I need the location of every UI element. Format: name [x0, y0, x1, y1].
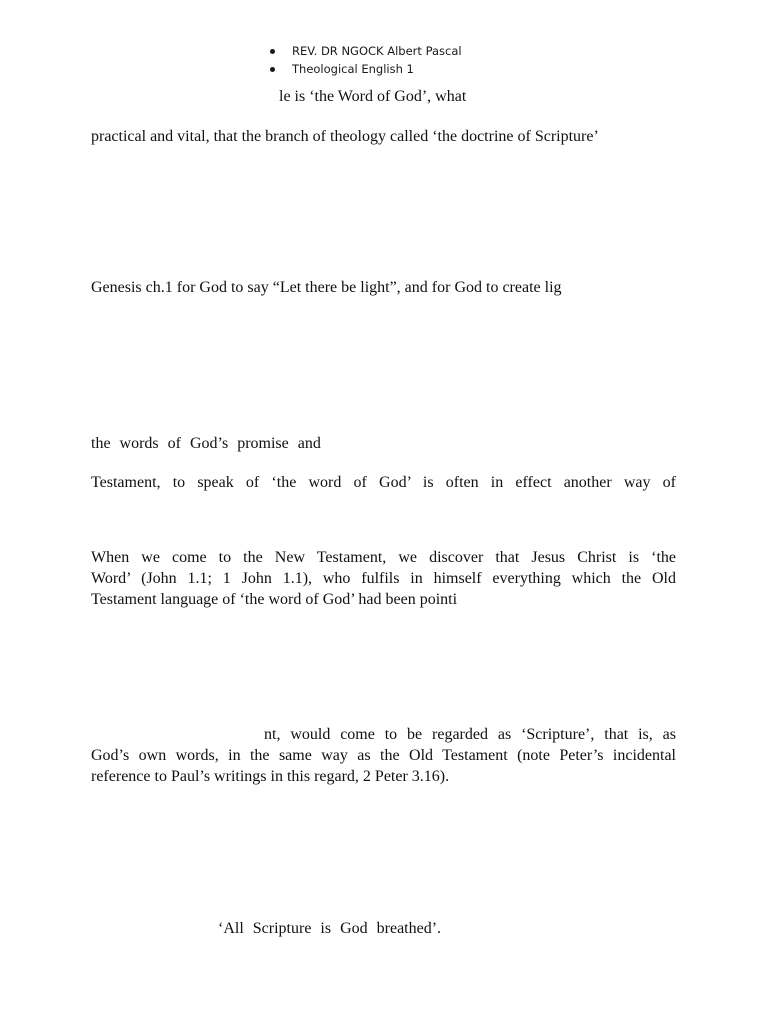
course-name: Theological English 1	[292, 62, 414, 76]
paragraph-line: God’s own words, in the same way as the Old Testament (note Peter’s incidental	[91, 747, 676, 764]
bullet-icon	[270, 67, 275, 72]
paragraph-line: reference to Paul’s writings in this regard, 2 Peter 3.16).	[91, 768, 450, 785]
paragraph-line: Word’ (John 1.1; 1 John 1.1), who fulfils in himself everything which the Old	[91, 570, 676, 587]
bullet-icon	[270, 49, 275, 54]
testament-line: Testament, to speak of ‘the word of God’ is often in effect another way of	[91, 474, 676, 491]
promise-fragment: the words of God’s promise and	[91, 435, 321, 452]
paragraph-line: When we come to the New Testament, we discover that Jesus Christ is ‘the	[91, 549, 676, 566]
scripture-paragraph	[91, 724, 676, 787]
header-bullet-list	[268, 42, 462, 78]
new-testament-paragraph	[91, 547, 676, 610]
word-of-god-fragment: le is ‘the Word of God’, what	[279, 88, 467, 105]
testament-fragment	[91, 472, 676, 493]
genesis-fragment: Genesis ch.1 for God to say “Let there be light”, and for God to create lig	[91, 279, 562, 296]
paragraph-line: Testament language of ‘the word of God’ had been pointi	[91, 591, 458, 608]
header-course-item	[268, 60, 462, 78]
paragraph-line: nt, would come to be regarded as ‘Scripture’, that is, as	[264, 726, 676, 743]
header-author-item	[268, 42, 462, 60]
god-breathed-fragment: ‘All Scripture is God breathed’.	[218, 920, 442, 937]
author-name: REV. DR NGOCK Albert Pascal	[292, 44, 462, 58]
doctrine-fragment: practical and vital, that the branch of theology called ‘the doctrine of Scripture’	[91, 128, 599, 145]
